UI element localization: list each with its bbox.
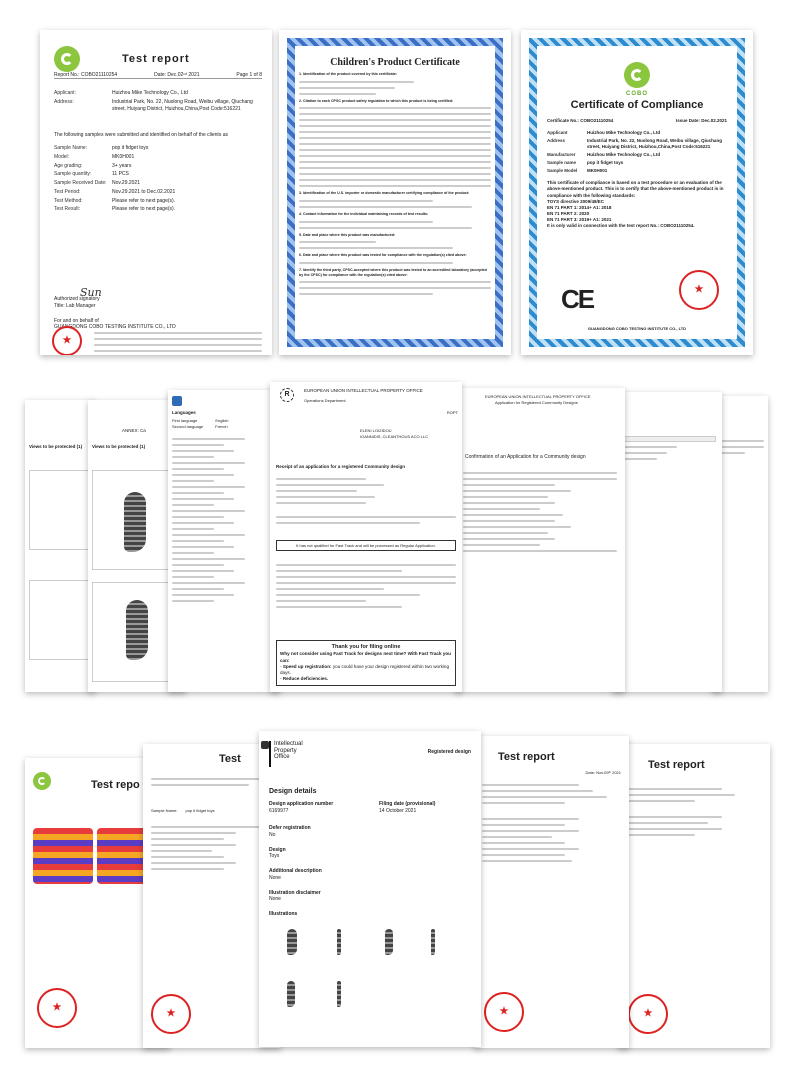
coc-standard-item: EN 71 PART 1: 2014+ A1: 2018 bbox=[547, 204, 612, 210]
operations-label: Operations Department bbox=[304, 398, 346, 403]
seahorse-illustration bbox=[431, 929, 435, 955]
sample-field-label: Age grading: bbox=[54, 162, 83, 169]
views-page-left bbox=[25, 400, 95, 692]
title-label: Title: Lab Manager bbox=[54, 302, 96, 309]
test-report-page-4 bbox=[618, 744, 770, 1048]
fast-track-box: Thank you for filing online Why not consider using Fast Track for designs next time? With Fast Track you can: - Speed up registration: you could have your design registered within two working days. - Reduce deficiencies. bbox=[276, 640, 456, 686]
cpc-certificate-page bbox=[279, 30, 511, 355]
cobo-logo-icon bbox=[33, 772, 51, 790]
address-label: Address: bbox=[54, 98, 74, 105]
seahorse-illustration bbox=[385, 929, 393, 955]
cpc-section-4: 4. Contact information for the individual maintaining records of test results: bbox=[299, 212, 429, 217]
institute-label: GUANGDONG COBO TESTING INSTITUTE CO., LTD bbox=[54, 324, 176, 331]
crown-icon bbox=[261, 741, 269, 749]
sample-field-value: pop it fidget toys bbox=[112, 145, 149, 151]
red-seal-stamp: ★ bbox=[37, 988, 77, 1028]
cobo-logo-icon bbox=[54, 46, 80, 72]
report-date-3: Date: Nov.09ᵗʰ 2021 bbox=[585, 770, 621, 775]
sample-field-value: Please refer to next page(s). bbox=[112, 197, 176, 204]
cpc-section-3: 3. Identification of the U.S. importer or domestic manufacturer certifying compliance of the product: bbox=[299, 191, 470, 196]
euipo-header-2: EUROPEAN UNION INTELLECTUAL PROPERTY OFFICE bbox=[485, 394, 591, 399]
app-number-label: Design application number bbox=[269, 801, 334, 807]
cert-number: Certificate No.: COBO21110254 bbox=[547, 118, 614, 123]
seahorse-illustration bbox=[124, 492, 146, 552]
sample-field-row bbox=[54, 163, 262, 170]
coc-sample-value: pop it fidget toys bbox=[587, 160, 624, 166]
ref-label: ROPT bbox=[446, 410, 458, 415]
confirmation-title: Confirmation of an Application for a Community design bbox=[465, 454, 586, 460]
receipt-title: Receipt of an application for a registered Community design bbox=[276, 464, 406, 469]
disclaimer-label: Illustration disclaimer bbox=[269, 889, 321, 896]
sample-name-value: pop it fidget toys bbox=[185, 808, 215, 813]
euipo-logo-icon: R bbox=[280, 388, 294, 402]
cpc-title: Children's Product Certificate bbox=[330, 57, 460, 68]
coc-model-value: MK0H001 bbox=[587, 168, 608, 174]
sample-field-label: Test Result: bbox=[54, 206, 81, 213]
euipo-table-page bbox=[612, 392, 722, 692]
euipo-header: EUROPEAN UNION INTELLECTUAL PROPERTY OFFICE bbox=[304, 388, 423, 393]
sample-field-label: Sample quantity: bbox=[54, 171, 92, 178]
report-title-short: Test repo bbox=[91, 779, 140, 791]
uk-ipo-registered-design-page bbox=[259, 731, 481, 1047]
sample-field-value: Nov.29.2021 bbox=[112, 180, 140, 186]
coc-applicant-value: Huizhou Mike Technology Co., Ltd bbox=[587, 130, 661, 135]
first-language-value: English bbox=[215, 418, 229, 423]
sample-field-row bbox=[54, 145, 262, 152]
sample-fields bbox=[54, 145, 262, 213]
coc-model-label: Sample Model bbox=[547, 168, 578, 174]
compliance-certificate-page bbox=[521, 30, 753, 355]
sample-field-row bbox=[54, 206, 262, 213]
additional-label: Additional description bbox=[269, 868, 322, 874]
sample-field-value: 3+ years bbox=[112, 162, 132, 169]
sample-field-value: Please refer to next page(s). bbox=[112, 206, 176, 213]
sample-field-label: Test Method: bbox=[54, 197, 83, 204]
seahorse-illustration bbox=[337, 981, 341, 1007]
fast-track-question: Why not consider using Fast Track for designs next time? With Fast Track you can: bbox=[280, 651, 451, 663]
red-seal-stamp: ★ bbox=[628, 994, 668, 1034]
address-value: Industrial Park, No. 22, Nuolong Road, Weibu village, Qiuchang street, Huiyang District, Huizhou,China,Post Code:516221 bbox=[112, 98, 253, 112]
euipo-confirmation-page bbox=[455, 388, 625, 692]
sample-field-value: MK0H001 bbox=[112, 153, 135, 160]
applicant-label: Applicant: bbox=[54, 90, 76, 96]
languages-label: Languages bbox=[172, 410, 196, 415]
sample-field-label: Test Period: bbox=[54, 188, 81, 195]
app-number-value: 6169977 bbox=[269, 807, 289, 814]
defer-value: No bbox=[269, 831, 276, 838]
issue-date: Issue Date: Dec.02.2021 bbox=[675, 118, 727, 123]
applicant-firm: IOANNIDIS, CLEANTHOUS ACO LLC bbox=[360, 434, 429, 439]
ipo-name-1: Intellectual bbox=[274, 741, 303, 747]
coc-address-value: Industrial Park, No. 22, Nuolong Road, Weibu village, Qiuchang street, Huiyang District, Huizhou,China,Post Code:516221 bbox=[587, 138, 722, 150]
design-value: Toys bbox=[269, 853, 280, 860]
report-title: Test report bbox=[122, 53, 190, 65]
illustrations-label: Illustrations bbox=[269, 911, 298, 917]
speed-up-label: Speed up registration: bbox=[282, 663, 332, 669]
fast-track-note: It has not qualified for Fast Track and will be processed as Regular Application. bbox=[276, 540, 456, 551]
sample-field-label: Sample Received Date: bbox=[54, 180, 107, 186]
coc-title: Certificate of Compliance bbox=[570, 99, 704, 111]
intro-text: The following samples were submitted and identified on behalf of the clients as bbox=[54, 132, 228, 139]
report-title-short-2: Test bbox=[219, 753, 241, 765]
sample-name-label: Sample Name: bbox=[151, 808, 178, 813]
coc-sample-label: Sample name bbox=[547, 160, 577, 166]
red-seal-stamp: ★ bbox=[151, 994, 191, 1034]
sample-field-row bbox=[54, 171, 262, 178]
coc-applicant-label: Applicant bbox=[547, 130, 568, 135]
thank-you-heading: Thank you for filing online bbox=[331, 644, 401, 650]
euipo-logo-icon bbox=[172, 396, 182, 406]
test-report-page bbox=[40, 30, 272, 355]
sample-field-row bbox=[54, 154, 262, 161]
sample-field-value: Nov.29.2021 to Dec.02.2021 bbox=[112, 188, 176, 195]
euipo-receipt-page bbox=[270, 382, 462, 692]
product-photo bbox=[33, 828, 93, 884]
coc-standard-item: TOYS directive 2009/48/EC bbox=[547, 198, 604, 204]
ce-mark: CE bbox=[561, 284, 594, 314]
coc-footer: GUANGDONG COBO TESTING INSTITUTE CO., LTD bbox=[587, 326, 687, 331]
signature: Sun bbox=[80, 286, 102, 299]
red-seal-stamp: ★ bbox=[679, 270, 719, 310]
sample-field-row bbox=[54, 198, 262, 205]
applicant-name: ELENI LOIZIDOU bbox=[360, 428, 392, 433]
coc-brand: COBO bbox=[626, 91, 648, 97]
coc-mfr-value: Huizhou Mike Technology Co., Ltd bbox=[587, 152, 661, 158]
report-date: Date: Dec.02ⁿᵈ 2021 bbox=[154, 72, 200, 78]
report-title-4: Test report bbox=[648, 759, 705, 771]
cpc-section-5: 5. Date and place where this product was manufactured: bbox=[299, 232, 396, 237]
speed-up-text: you could have your design registered within two working days. bbox=[280, 663, 450, 675]
cobo-logo-icon bbox=[624, 62, 650, 88]
coc-standard-item: EN 71 PART 2: 2020 bbox=[547, 210, 590, 216]
seahorse-illustration bbox=[337, 929, 341, 955]
design-label: Design bbox=[269, 846, 286, 853]
red-seal-stamp: ★ bbox=[52, 326, 82, 355]
second-language-label: Second language bbox=[172, 424, 204, 429]
reduce-label: Reduce deficiencies. bbox=[282, 676, 329, 682]
test-report-page-3 bbox=[474, 736, 629, 1048]
design-details-heading: Design details bbox=[269, 788, 317, 795]
coc-address-label: Address bbox=[547, 138, 566, 144]
annex-label: ANNEX: Ca bbox=[122, 428, 146, 433]
second-language-value: French bbox=[215, 424, 228, 429]
ipo-name-3: Office bbox=[274, 754, 290, 761]
cpc-section-7: 7. Identify the third party, CPSC-accepted where this product was tested to an accredited laboratory (accepted by the CPSC) for compliance with the regulation(s) cited above: bbox=[299, 268, 487, 277]
additional-value: None bbox=[269, 874, 281, 881]
coc-standards bbox=[547, 199, 727, 223]
applicant-value: Huizhou Mike Technology Co., Ltd bbox=[112, 90, 188, 96]
behalf-label: For and on behalf of bbox=[54, 317, 99, 324]
euipo-app-label: Application for Registered Community Designs bbox=[495, 400, 578, 405]
signatory-label: Authorized signatory bbox=[54, 296, 100, 302]
ipo-name-2: Property bbox=[274, 747, 297, 754]
seahorse-illustration bbox=[126, 600, 148, 660]
sample-field-label: Sample Name: bbox=[54, 145, 88, 151]
cpc-section-1: 1. Identification of the product covered by this certificate: bbox=[299, 72, 398, 76]
views-label: Views to be protected (1) bbox=[29, 444, 83, 449]
cpc-section-2: 2. Citation to each CPSC product safety regulation to which this product is being certified: bbox=[299, 98, 454, 103]
first-language-label: First language bbox=[172, 418, 198, 423]
defer-label: Defer registration bbox=[269, 825, 311, 831]
coc-standard-item: EN 71 PART 3: 2019+ A1: 2021 bbox=[547, 216, 612, 222]
sample-field-row bbox=[54, 189, 262, 196]
crest-rule bbox=[269, 741, 271, 767]
views-label-2: Views to be protected (1) bbox=[92, 444, 146, 449]
cpc-section-6: 6. Date and place where this product was tested for compliance with the regulation(s) cited above: bbox=[299, 253, 467, 258]
coc-mfr-label: Manufacturer bbox=[547, 152, 576, 158]
report-number: Report No.: COBO21110254 bbox=[54, 72, 118, 78]
coc-validity: It is only valid in connection with the test report No.: COBO21110254. bbox=[547, 222, 695, 228]
report-title-3: Test report bbox=[498, 751, 555, 763]
registered-design-heading: Registered design bbox=[427, 749, 471, 755]
red-seal-stamp: ★ bbox=[484, 992, 524, 1032]
sample-field-value: 11 PCS bbox=[112, 171, 129, 178]
application-form-page bbox=[168, 390, 280, 692]
seahorse-illustration bbox=[287, 981, 295, 1007]
page-number: Page 1 of 8 bbox=[236, 72, 262, 78]
sample-field-label: Model: bbox=[54, 153, 70, 160]
filing-date-label: Filing date (provisional) bbox=[379, 801, 436, 807]
coc-body: This certificate of compliance is based on a test procedure or an evaluation of the above-mentioned product. This is to certify that the above-mentioned product is in compliance with the following standards: bbox=[547, 180, 724, 198]
seahorse-illustration bbox=[287, 929, 297, 955]
filing-date-value: 14 October 2021 bbox=[379, 807, 417, 814]
disclaimer-value: None bbox=[269, 896, 281, 903]
sample-field-row bbox=[54, 180, 262, 187]
